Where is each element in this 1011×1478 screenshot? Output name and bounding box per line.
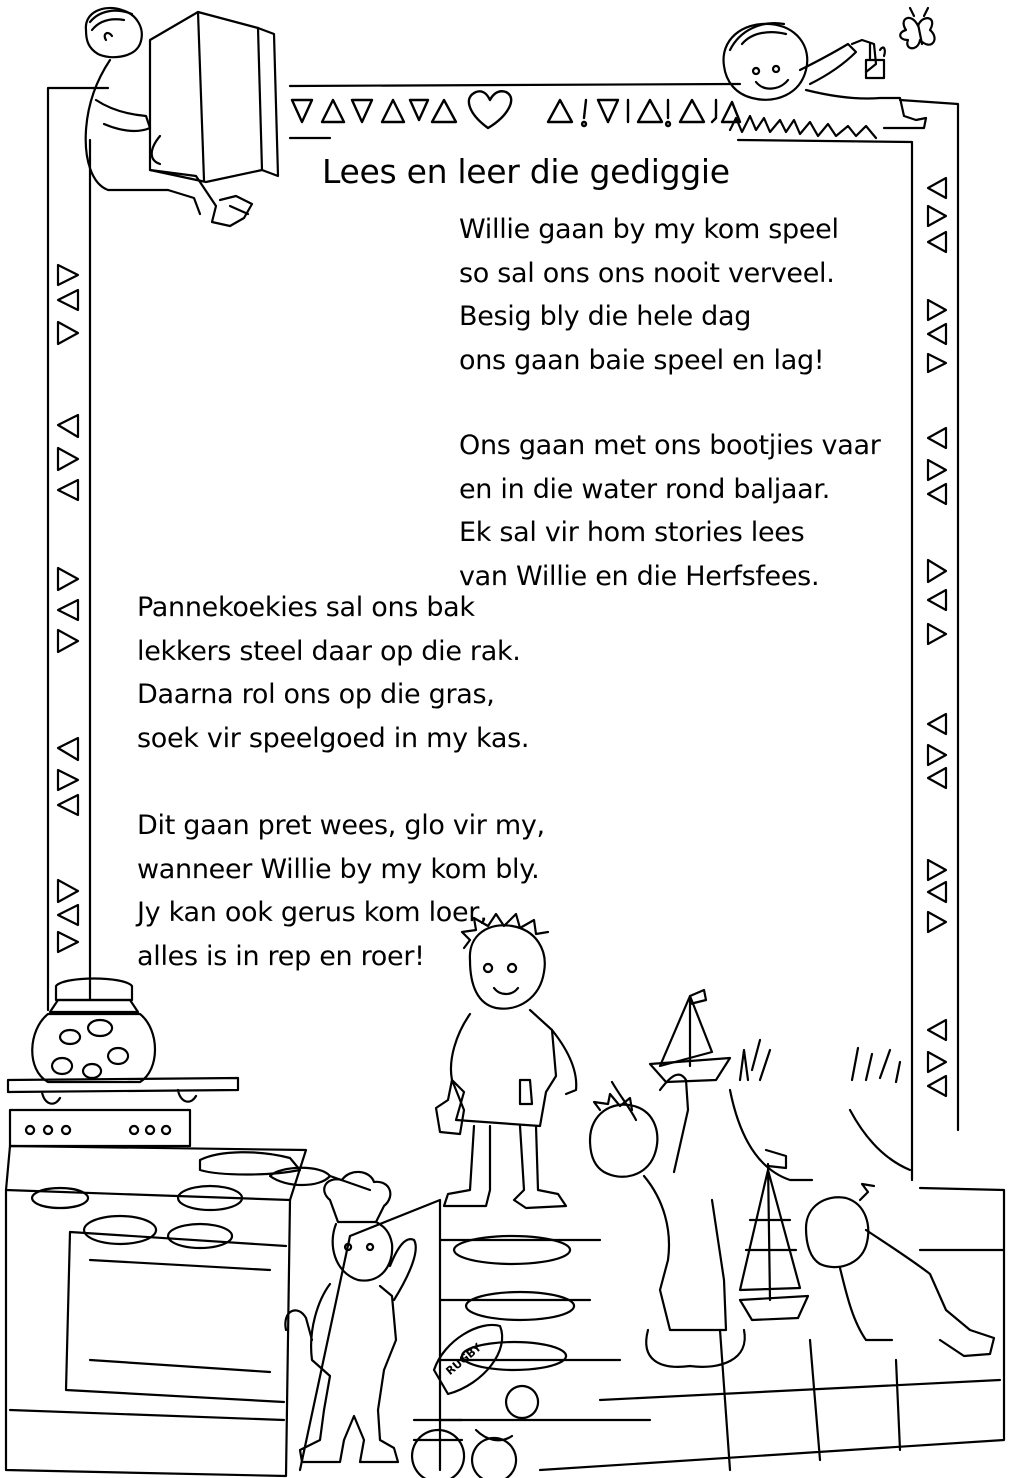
stove-illustration bbox=[6, 1110, 370, 1476]
boy-reading-book-illustration bbox=[86, 8, 278, 226]
poem-line: en in die water rond baljaar. bbox=[459, 473, 830, 505]
left-border-triangles bbox=[58, 265, 78, 952]
right-border-triangles bbox=[928, 178, 946, 1096]
poem-line: ons gaan baie speel en lag! bbox=[459, 344, 825, 376]
rugby-ball-label: RUGBY bbox=[443, 1340, 485, 1378]
poem-stanza-4 bbox=[137, 804, 545, 978]
poem-line: Ons gaan met ons bootjies vaar bbox=[459, 430, 881, 461]
boy-with-yoyo-illustration bbox=[724, 23, 926, 138]
top-border-triangles bbox=[292, 91, 740, 128]
ball-2 bbox=[472, 1430, 516, 1478]
poem-line: Willie gaan by my kom speel bbox=[459, 214, 839, 245]
candy-jar-illustration bbox=[32, 979, 155, 1083]
butterfly-illustration bbox=[900, 8, 934, 48]
poem-stanza-3 bbox=[137, 586, 529, 760]
ball-1 bbox=[506, 1386, 538, 1418]
counter-tiles bbox=[300, 1200, 650, 1470]
plant-right bbox=[850, 1048, 910, 1170]
child-in-water-illustration bbox=[590, 1075, 745, 1367]
poem-line: Dit gaan pret wees, glo vir my, bbox=[137, 810, 545, 841]
poem-line: Ek sal vir hom stories lees bbox=[459, 517, 805, 548]
poem-line: wanneer Willie by my kom bly. bbox=[137, 853, 540, 885]
poem-line: Jy kan ook gerus kom loer, bbox=[137, 897, 488, 928]
poem-line: lekkers steel daar op die rak. bbox=[137, 635, 521, 667]
poem-line: soek vir speelgoed in my kas. bbox=[137, 722, 530, 754]
toy-boat-illustration bbox=[650, 990, 730, 1082]
poem-stanza-2 bbox=[459, 424, 881, 598]
chef-child-illustration bbox=[285, 1172, 415, 1462]
ball-3 bbox=[412, 1420, 464, 1478]
poem-line: Besig bly die hele dag bbox=[459, 301, 752, 332]
page-title: Lees en leer die gediggie bbox=[322, 152, 730, 191]
poem-line: Pannekoekies sal ons bak bbox=[137, 592, 475, 623]
poem-line: alles is in rep en roer! bbox=[137, 940, 425, 972]
poem-stanza-1 bbox=[459, 208, 839, 382]
poem-line: Daarna rol ons op die gras, bbox=[137, 679, 495, 710]
poem-line: so sal ons ons nooit verveel. bbox=[459, 257, 835, 289]
plant-left bbox=[730, 1040, 812, 1180]
poem-line: van Willie en die Herfsfees. bbox=[459, 560, 820, 592]
crawling-troll-illustration bbox=[806, 1184, 994, 1356]
floor-tiles bbox=[540, 1188, 1004, 1470]
striped-sailboat-illustration bbox=[740, 1150, 808, 1320]
